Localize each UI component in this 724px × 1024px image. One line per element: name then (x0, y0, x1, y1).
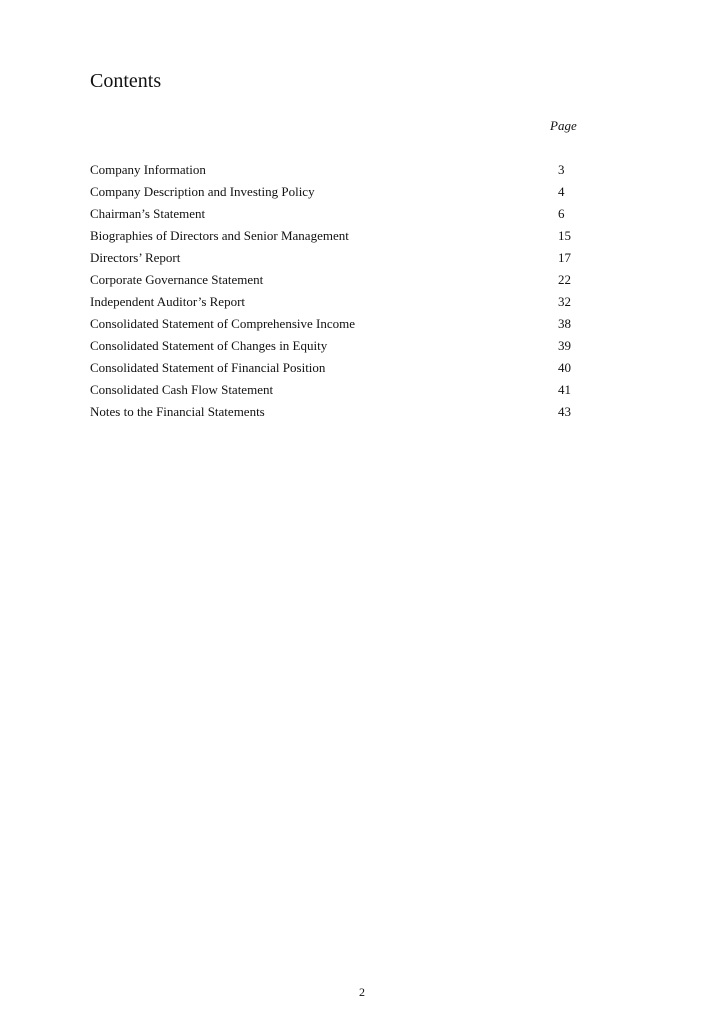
toc-entry-comprehensive-income[interactable] (90, 313, 590, 335)
toc-entry-page: 39 (558, 338, 571, 353)
toc-entry-page: 4 (558, 184, 565, 199)
toc-entry-page: 43 (558, 404, 571, 419)
page-title: Contents (90, 70, 162, 92)
toc-entry-company-information[interactable] (90, 159, 590, 181)
toc-entry-page: 17 (558, 250, 571, 265)
toc-entry-changes-in-equity[interactable] (90, 335, 590, 357)
toc-entry-biographies[interactable] (90, 225, 590, 247)
toc-entry-label: Directors’ Report (90, 250, 181, 265)
table-of-contents (90, 159, 590, 423)
toc-entry-page: 40 (558, 360, 571, 375)
toc-entry-label: Corporate Governance Statement (90, 272, 264, 287)
toc-entry-auditors-report[interactable] (90, 291, 590, 313)
toc-entry-financial-position[interactable] (90, 357, 590, 379)
toc-entry-chairmans-statement[interactable] (90, 203, 590, 225)
toc-entry-corporate-governance[interactable] (90, 269, 590, 291)
toc-entry-label: Chairman’s Statement (90, 206, 206, 221)
toc-entry-label: Notes to the Financial Statements (90, 404, 265, 419)
toc-entry-page: 6 (558, 206, 565, 221)
toc-entry-company-description[interactable] (90, 181, 590, 203)
toc-entry-page: 41 (558, 382, 571, 397)
toc-entry-page: 3 (558, 162, 565, 177)
toc-entry-page: 38 (558, 316, 571, 331)
toc-entry-label: Consolidated Statement of Changes in Equity (90, 338, 328, 353)
toc-entry-label: Consolidated Statement of Financial Position (90, 360, 326, 375)
toc-entry-cash-flow[interactable] (90, 379, 590, 401)
page-column-header: Page (550, 118, 577, 133)
toc-entry-page: 22 (558, 272, 571, 287)
toc-entry-page: 15 (558, 228, 571, 243)
toc-entry-label: Company Information (90, 162, 206, 177)
toc-entry-label: Consolidated Statement of Comprehensive Income (90, 316, 355, 331)
toc-entry-label: Biographies of Directors and Senior Management (90, 228, 349, 243)
footer-page-number: 2 (359, 985, 365, 999)
toc-entry-label: Independent Auditor’s Report (90, 294, 246, 309)
toc-entry-directors-report[interactable] (90, 247, 590, 269)
toc-entry-label: Consolidated Cash Flow Statement (90, 382, 274, 397)
toc-entry-label: Company Description and Investing Policy (90, 184, 315, 199)
toc-entry-page: 32 (558, 294, 571, 309)
toc-entry-notes[interactable] (90, 401, 590, 423)
